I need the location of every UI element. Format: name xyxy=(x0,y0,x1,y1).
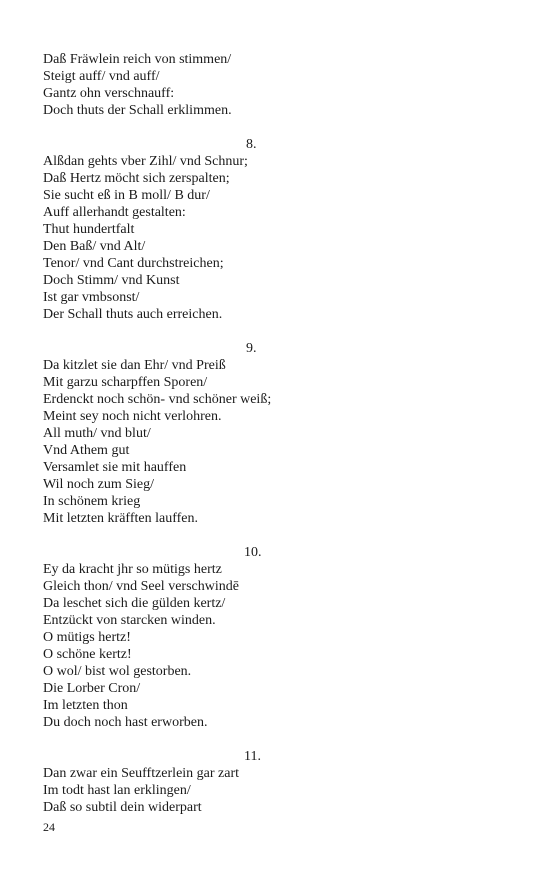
poem-line: Dan zwar ein Seufftzerlein gar zart xyxy=(43,766,240,781)
page-number: 24 xyxy=(43,820,55,834)
poem-line: Erdenckt noch schön- vnd schöner weiß; xyxy=(43,392,272,407)
poem-line: Mit garzu scharpffen Sporen/ xyxy=(43,375,208,390)
poem-line: Du doch noch hast erworben. xyxy=(43,715,208,730)
poem-line: Daß Hertz möcht sich zerspalten; xyxy=(43,171,230,186)
poem-line: Doch Stimm/ vnd Kunst xyxy=(43,273,180,288)
poem-line: Vnd Athem gut xyxy=(43,443,130,458)
poem-line: Ey da kracht jhr so mütigs hertz xyxy=(43,562,222,577)
poem-line: Daß so subtil dein widerpart xyxy=(43,800,202,815)
poem-line: O schöne kertz! xyxy=(43,647,132,662)
poem-line: Sie sucht eß in B moll/ B dur/ xyxy=(43,188,210,203)
poem-line: Auff allerhandt gestalten: xyxy=(43,205,186,220)
poem-text xyxy=(43,51,513,816)
poem-line: In schönem krieg xyxy=(43,494,141,509)
stanza-number: 8. xyxy=(246,137,257,152)
poem-line: Den Baß/ vnd Alt/ xyxy=(43,239,146,254)
poem-line: Steigt auff/ vnd auff/ xyxy=(43,69,160,84)
poem-line: Der Schall thuts auch erreichen. xyxy=(43,307,223,322)
poem-line: Doch thuts der Schall erklimmen. xyxy=(43,103,232,118)
poem-line: Daß Fräwlein reich von stimmen/ xyxy=(43,52,232,67)
poem-line: Thut hundertfalt xyxy=(43,222,135,237)
poem-line: Gantz ohn verschnauff: xyxy=(43,86,175,101)
poem-line: O wol/ bist wol gestorben. xyxy=(43,664,192,679)
poem-line: Entzückt von starcken winden. xyxy=(43,613,216,628)
poem-line: Da kitzlet sie dan Ehr/ vnd Preiß xyxy=(43,358,226,373)
poem-line: Im todt hast lan erklingen/ xyxy=(43,783,191,798)
poem-line: Wil noch zum Sieg/ xyxy=(43,477,155,492)
poem-line: O mütigs hertz! xyxy=(43,630,131,645)
stanza-number: 11. xyxy=(244,749,261,764)
poem-line: Versamlet sie mit hauffen xyxy=(43,460,187,475)
poem-line: Meint sey noch nicht verlohren. xyxy=(43,409,222,424)
poem-line: Tenor/ vnd Cant durchstreichen; xyxy=(43,256,224,271)
poem-line: Alßdan gehts vber Zihl/ vnd Schnur; xyxy=(43,154,248,169)
poem-line: Die Lorber Cron/ xyxy=(43,681,141,696)
poem-line: All muth/ vnd blut/ xyxy=(43,426,151,441)
stanza-number: 10. xyxy=(244,545,262,560)
poem-line: Mit letzten kräfften lauffen. xyxy=(43,511,198,526)
poem-line: Gleich thon/ vnd Seel verschwindē xyxy=(43,579,239,594)
poem-line: Da leschet sich die gülden kertz/ xyxy=(43,596,226,611)
stanza-number: 9. xyxy=(246,341,257,356)
poem-line: Ist gar vmbsonst/ xyxy=(43,290,140,305)
poem-line: Im letzten thon xyxy=(43,698,128,713)
